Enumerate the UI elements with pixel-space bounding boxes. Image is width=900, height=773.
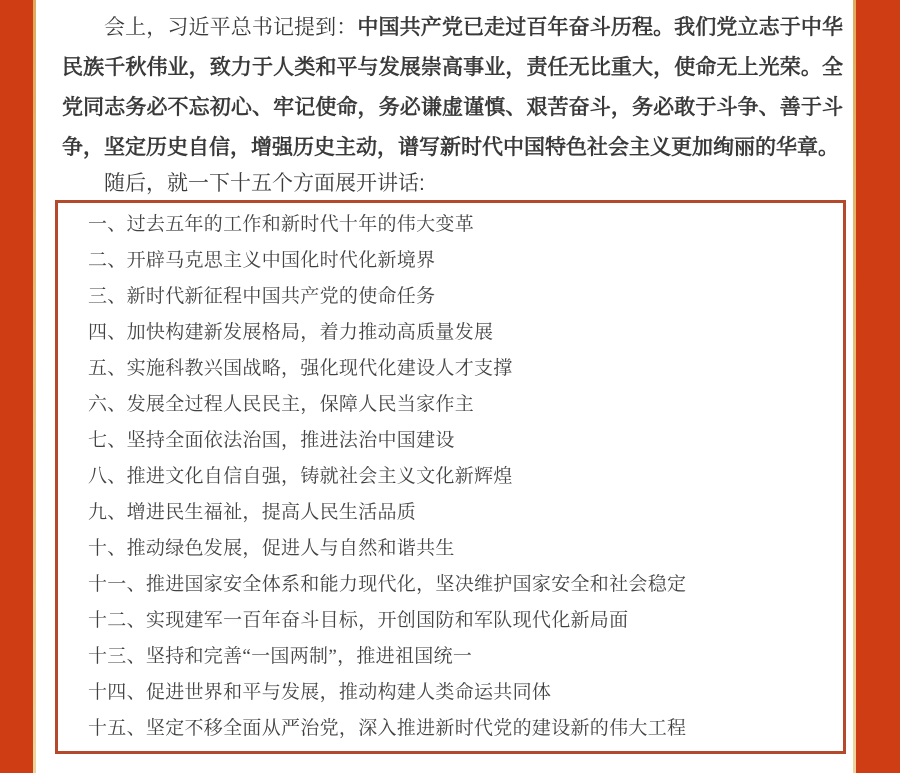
topic-item: 二、开辟马克思主义中国化时代化新境界 bbox=[88, 250, 436, 271]
topic-item: 三、新时代新征程中国共产党的使命任务 bbox=[88, 286, 436, 307]
subtitle-line: 随后，就一下十五个方面展开讲话: bbox=[104, 172, 425, 195]
topic-item: 九、增进民生福祉，提高人民生活品质 bbox=[88, 502, 417, 523]
intro-emphasis: 中国共产党已走过百年奋斗历程。我们党立志于中华民族千秋伟业，致力于人类和平与发展崇高事业，责任无比重大，使命无上光荣。全党同志务必不忘初心、牢记使命，务必谦虚谨慎、艰苦奋斗，务必敢于斗争、善于斗争，坚定历史自信，增强历史主动，谱写新时代中国特色社会主义更加绚丽的华章。 bbox=[62, 16, 844, 159]
article-content bbox=[36, 0, 853, 754]
intro-paragraph bbox=[62, 8, 843, 168]
topic-item: 十一、推进国家安全体系和能力现代化，坚决维护国家安全和社会稳定 bbox=[88, 574, 687, 595]
topic-item: 六、发展全过程人民民主，保障人民当家作主 bbox=[88, 394, 475, 415]
topic-item: 八、推进文化自信自强，铸就社会主义文化新辉煌 bbox=[88, 466, 513, 487]
topic-item: 十五、坚定不移全面从严治党，深入推进新时代党的建设新的伟大工程 bbox=[88, 718, 687, 739]
intro-lead: 会上，习近平总书记提到： bbox=[104, 16, 358, 39]
topic-item: 一、过去五年的工作和新时代十年的伟大变革 bbox=[88, 214, 475, 235]
topic-item: 十、推动绿色发展，促进人与自然和谐共生 bbox=[88, 538, 455, 559]
right-border-bar bbox=[856, 0, 900, 773]
topics-list bbox=[88, 207, 825, 747]
right-gold-line bbox=[853, 0, 856, 773]
topics-box bbox=[55, 200, 846, 754]
topic-item: 五、实施科教兴国战略，强化现代化建设人才支撑 bbox=[88, 358, 513, 379]
topic-item: 十二、实现建军一百年奋斗目标，开创国防和军队现代化新局面 bbox=[88, 610, 629, 631]
topic-item: 十三、坚持和完善“一国两制”，推进祖国统一 bbox=[88, 646, 473, 667]
topic-item: 四、加快构建新发展格局，着力推动高质量发展 bbox=[88, 322, 494, 343]
topic-item: 七、坚持全面依法治国，推进法治中国建设 bbox=[88, 430, 455, 451]
topic-item: 十四、促进世界和平与发展，推动构建人类命运共同体 bbox=[88, 682, 552, 703]
left-border-bar bbox=[0, 0, 33, 773]
